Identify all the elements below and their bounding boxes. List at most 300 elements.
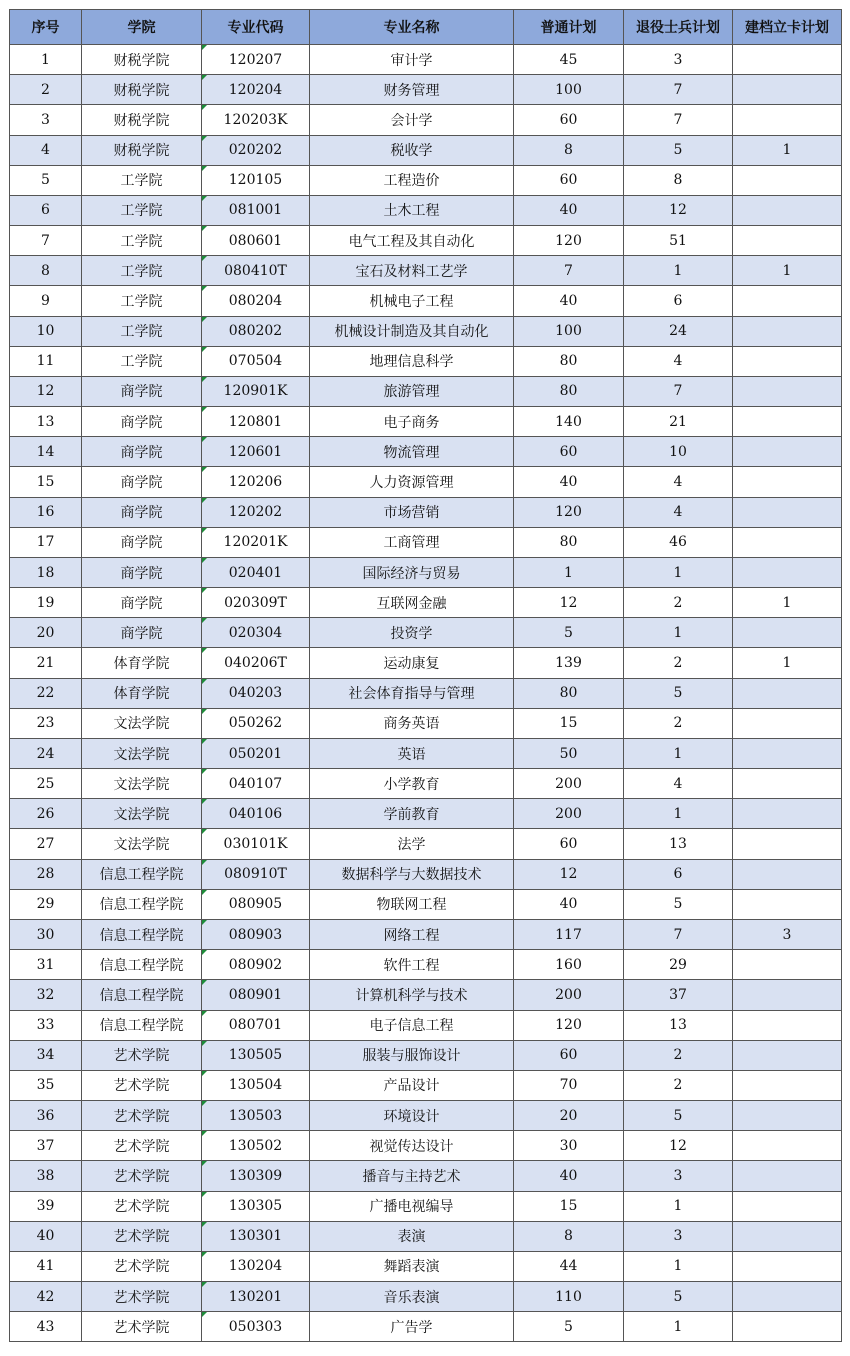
cell-regular-plan: 20	[514, 1101, 624, 1131]
cell-regular-plan: 5	[514, 1312, 624, 1342]
cell-regular-plan: 70	[514, 1070, 624, 1100]
cell-major-name: 广播电视编导	[310, 1191, 514, 1221]
cell-index: 29	[10, 889, 82, 919]
table-row	[10, 75, 842, 105]
table-row	[10, 286, 842, 316]
table-row	[10, 950, 842, 980]
cell-poverty-plan	[733, 889, 842, 919]
cell-regular-plan: 140	[514, 407, 624, 437]
cell-veteran-plan: 10	[624, 437, 733, 467]
cell-major-code: 120601	[202, 437, 310, 467]
table-row	[10, 1131, 842, 1161]
cell-poverty-plan	[733, 437, 842, 467]
cell-poverty-plan	[733, 497, 842, 527]
cell-major-name: 物流管理	[310, 437, 514, 467]
cell-poverty-plan	[733, 799, 842, 829]
cell-veteran-plan: 7	[624, 376, 733, 406]
cell-index: 6	[10, 195, 82, 225]
table-row	[10, 1282, 842, 1312]
cell-index: 23	[10, 708, 82, 738]
cell-veteran-plan: 4	[624, 769, 733, 799]
page	[9, 9, 842, 1342]
cell-major-code: 020309T	[202, 588, 310, 618]
cell-regular-plan: 12	[514, 588, 624, 618]
cell-major-name: 机械设计制造及其自动化	[310, 316, 514, 346]
cell-index: 30	[10, 919, 82, 949]
cell-poverty-plan	[733, 467, 842, 497]
cell-regular-plan: 15	[514, 1191, 624, 1221]
cell-regular-plan: 40	[514, 1161, 624, 1191]
cell-index: 39	[10, 1191, 82, 1221]
table-row	[10, 1040, 842, 1070]
cell-index: 3	[10, 105, 82, 135]
cell-college: 艺术学院	[82, 1070, 202, 1100]
cell-major-code: 081001	[202, 195, 310, 225]
cell-regular-plan: 120	[514, 226, 624, 256]
table-row	[10, 980, 842, 1010]
cell-major-name: 音乐表演	[310, 1282, 514, 1312]
cell-regular-plan: 120	[514, 1010, 624, 1040]
cell-major-code: 120206	[202, 467, 310, 497]
cell-index: 4	[10, 135, 82, 165]
cell-veteran-plan: 6	[624, 286, 733, 316]
header-index: 序号	[10, 10, 82, 45]
cell-regular-plan: 60	[514, 829, 624, 859]
cell-poverty-plan	[733, 859, 842, 889]
cell-major-name: 旅游管理	[310, 376, 514, 406]
cell-major-name: 工商管理	[310, 527, 514, 557]
cell-index: 27	[10, 829, 82, 859]
cell-index: 12	[10, 376, 82, 406]
cell-major-code: 050201	[202, 738, 310, 768]
cell-poverty-plan	[733, 105, 842, 135]
cell-major-code: 080202	[202, 316, 310, 346]
cell-poverty-plan	[733, 1040, 842, 1070]
cell-college: 工学院	[82, 165, 202, 195]
cell-poverty-plan	[733, 829, 842, 859]
cell-regular-plan: 100	[514, 75, 624, 105]
cell-regular-plan: 60	[514, 105, 624, 135]
header-college: 学院	[82, 10, 202, 45]
cell-major-name: 电子商务	[310, 407, 514, 437]
cell-major-name: 舞蹈表演	[310, 1251, 514, 1281]
cell-major-code: 080410T	[202, 256, 310, 286]
cell-college: 艺术学院	[82, 1040, 202, 1070]
cell-college: 文法学院	[82, 708, 202, 738]
cell-college: 商学院	[82, 376, 202, 406]
cell-poverty-plan	[733, 346, 842, 376]
cell-poverty-plan	[733, 1221, 842, 1251]
cell-major-code: 080901	[202, 980, 310, 1010]
table-row	[10, 1161, 842, 1191]
cell-major-name: 视觉传达设计	[310, 1131, 514, 1161]
cell-veteran-plan: 7	[624, 105, 733, 135]
cell-major-code: 120201K	[202, 527, 310, 557]
cell-college: 工学院	[82, 316, 202, 346]
table-row	[10, 256, 842, 286]
table-row	[10, 648, 842, 678]
cell-major-code: 130502	[202, 1131, 310, 1161]
cell-college: 商学院	[82, 437, 202, 467]
cell-veteran-plan: 2	[624, 648, 733, 678]
cell-regular-plan: 80	[514, 678, 624, 708]
cell-veteran-plan: 1	[624, 738, 733, 768]
cell-veteran-plan: 5	[624, 1101, 733, 1131]
cell-regular-plan: 50	[514, 738, 624, 768]
cell-major-name: 软件工程	[310, 950, 514, 980]
cell-major-name: 数据科学与大数据技术	[310, 859, 514, 889]
cell-poverty-plan	[733, 195, 842, 225]
cell-poverty-plan	[733, 1070, 842, 1100]
cell-major-name: 产品设计	[310, 1070, 514, 1100]
cell-major-name: 网络工程	[310, 919, 514, 949]
cell-veteran-plan: 4	[624, 497, 733, 527]
cell-poverty-plan	[733, 950, 842, 980]
cell-college: 信息工程学院	[82, 980, 202, 1010]
cell-veteran-plan: 5	[624, 678, 733, 708]
table-row	[10, 226, 842, 256]
cell-major-name: 财务管理	[310, 75, 514, 105]
cell-index: 14	[10, 437, 82, 467]
cell-major-name: 英语	[310, 738, 514, 768]
cell-major-name: 法学	[310, 829, 514, 859]
cell-major-name: 互联网金融	[310, 588, 514, 618]
cell-major-name: 审计学	[310, 45, 514, 75]
cell-regular-plan: 80	[514, 346, 624, 376]
cell-college: 文法学院	[82, 738, 202, 768]
cell-major-name: 市场营销	[310, 497, 514, 527]
cell-college: 商学院	[82, 527, 202, 557]
cell-college: 信息工程学院	[82, 889, 202, 919]
cell-poverty-plan	[733, 1131, 842, 1161]
cell-major-code: 080903	[202, 919, 310, 949]
cell-major-code: 080701	[202, 1010, 310, 1040]
cell-major-name: 土木工程	[310, 195, 514, 225]
cell-major-code: 040206T	[202, 648, 310, 678]
header-major-code: 专业代码	[202, 10, 310, 45]
cell-college: 工学院	[82, 195, 202, 225]
table-row	[10, 105, 842, 135]
cell-college: 体育学院	[82, 648, 202, 678]
cell-index: 2	[10, 75, 82, 105]
cell-college: 信息工程学院	[82, 950, 202, 980]
cell-college: 商学院	[82, 407, 202, 437]
cell-regular-plan: 200	[514, 799, 624, 829]
cell-major-name: 人力资源管理	[310, 467, 514, 497]
cell-college: 商学院	[82, 588, 202, 618]
cell-major-code: 120207	[202, 45, 310, 75]
cell-poverty-plan	[733, 708, 842, 738]
cell-veteran-plan: 1	[624, 1251, 733, 1281]
cell-poverty-plan	[733, 226, 842, 256]
cell-college: 工学院	[82, 256, 202, 286]
cell-college: 信息工程学院	[82, 1010, 202, 1040]
table-row	[10, 557, 842, 587]
cell-veteran-plan: 51	[624, 226, 733, 256]
cell-veteran-plan: 1	[624, 557, 733, 587]
cell-regular-plan: 80	[514, 376, 624, 406]
table-row	[10, 738, 842, 768]
cell-regular-plan: 1	[514, 557, 624, 587]
cell-college: 艺术学院	[82, 1101, 202, 1131]
table-row	[10, 376, 842, 406]
cell-college: 工学院	[82, 226, 202, 256]
table-row	[10, 527, 842, 557]
cell-major-code: 130503	[202, 1101, 310, 1131]
cell-poverty-plan	[733, 1251, 842, 1281]
table-row	[10, 678, 842, 708]
table-row	[10, 497, 842, 527]
cell-regular-plan: 40	[514, 467, 624, 497]
cell-poverty-plan	[733, 376, 842, 406]
cell-regular-plan: 160	[514, 950, 624, 980]
cell-major-name: 社会体育指导与管理	[310, 678, 514, 708]
header-major-name: 专业名称	[310, 10, 514, 45]
cell-regular-plan: 60	[514, 1040, 624, 1070]
header-row	[10, 10, 842, 45]
cell-major-code: 020202	[202, 135, 310, 165]
cell-veteran-plan: 13	[624, 1010, 733, 1040]
table-row	[10, 1010, 842, 1040]
cell-index: 8	[10, 256, 82, 286]
table-row	[10, 316, 842, 346]
cell-regular-plan: 40	[514, 286, 624, 316]
cell-poverty-plan	[733, 1191, 842, 1221]
table-row	[10, 437, 842, 467]
cell-veteran-plan: 8	[624, 165, 733, 195]
cell-regular-plan: 30	[514, 1131, 624, 1161]
cell-veteran-plan: 3	[624, 1221, 733, 1251]
cell-major-code: 050262	[202, 708, 310, 738]
cell-poverty-plan	[733, 1312, 842, 1342]
cell-regular-plan: 8	[514, 1221, 624, 1251]
table-row	[10, 829, 842, 859]
cell-veteran-plan: 5	[624, 889, 733, 919]
cell-index: 43	[10, 1312, 82, 1342]
cell-poverty-plan	[733, 75, 842, 105]
cell-veteran-plan: 12	[624, 1131, 733, 1161]
cell-regular-plan: 139	[514, 648, 624, 678]
cell-veteran-plan: 6	[624, 859, 733, 889]
cell-index: 32	[10, 980, 82, 1010]
cell-regular-plan: 15	[514, 708, 624, 738]
cell-major-code: 040107	[202, 769, 310, 799]
cell-index: 16	[10, 497, 82, 527]
cell-veteran-plan: 7	[624, 919, 733, 949]
cell-poverty-plan	[733, 1161, 842, 1191]
cell-veteran-plan: 1	[624, 256, 733, 286]
table-row	[10, 708, 842, 738]
cell-college: 财税学院	[82, 45, 202, 75]
cell-major-code: 120105	[202, 165, 310, 195]
cell-regular-plan: 100	[514, 316, 624, 346]
cell-major-code: 020401	[202, 557, 310, 587]
cell-poverty-plan	[733, 165, 842, 195]
cell-index: 26	[10, 799, 82, 829]
cell-major-name: 播音与主持艺术	[310, 1161, 514, 1191]
cell-veteran-plan: 4	[624, 467, 733, 497]
cell-poverty-plan	[733, 407, 842, 437]
cell-major-name: 物联网工程	[310, 889, 514, 919]
cell-major-code: 120203K	[202, 105, 310, 135]
cell-regular-plan: 200	[514, 769, 624, 799]
cell-major-code: 130309	[202, 1161, 310, 1191]
cell-index: 21	[10, 648, 82, 678]
cell-index: 34	[10, 1040, 82, 1070]
cell-index: 10	[10, 316, 82, 346]
cell-poverty-plan: 1	[733, 135, 842, 165]
cell-college: 财税学院	[82, 75, 202, 105]
table-row	[10, 467, 842, 497]
table-row	[10, 195, 842, 225]
cell-major-code: 040106	[202, 799, 310, 829]
cell-index: 9	[10, 286, 82, 316]
cell-index: 42	[10, 1282, 82, 1312]
cell-index: 11	[10, 346, 82, 376]
cell-major-code: 130201	[202, 1282, 310, 1312]
cell-index: 25	[10, 769, 82, 799]
cell-poverty-plan	[733, 738, 842, 768]
table-row	[10, 1312, 842, 1342]
table-body	[10, 45, 842, 1342]
cell-poverty-plan	[733, 45, 842, 75]
cell-veteran-plan: 46	[624, 527, 733, 557]
cell-regular-plan: 45	[514, 45, 624, 75]
cell-veteran-plan: 1	[624, 1312, 733, 1342]
cell-major-name: 运动康复	[310, 648, 514, 678]
cell-regular-plan: 200	[514, 980, 624, 1010]
cell-regular-plan: 110	[514, 1282, 624, 1312]
cell-regular-plan: 12	[514, 859, 624, 889]
cell-veteran-plan: 2	[624, 1040, 733, 1070]
cell-veteran-plan: 2	[624, 588, 733, 618]
cell-poverty-plan	[733, 980, 842, 1010]
cell-college: 商学院	[82, 467, 202, 497]
cell-college: 工学院	[82, 346, 202, 376]
table-row	[10, 1070, 842, 1100]
cell-major-name: 广告学	[310, 1312, 514, 1342]
cell-major-code: 030101K	[202, 829, 310, 859]
cell-college: 艺术学院	[82, 1161, 202, 1191]
cell-veteran-plan: 21	[624, 407, 733, 437]
table-row	[10, 407, 842, 437]
cell-college: 艺术学院	[82, 1221, 202, 1251]
cell-major-name: 会计学	[310, 105, 514, 135]
cell-major-name: 电气工程及其自动化	[310, 226, 514, 256]
cell-poverty-plan	[733, 1101, 842, 1131]
cell-poverty-plan: 1	[733, 648, 842, 678]
cell-major-code: 050303	[202, 1312, 310, 1342]
cell-college: 文法学院	[82, 769, 202, 799]
cell-poverty-plan	[733, 769, 842, 799]
cell-veteran-plan: 29	[624, 950, 733, 980]
cell-index: 1	[10, 45, 82, 75]
cell-index: 13	[10, 407, 82, 437]
cell-major-name: 商务英语	[310, 708, 514, 738]
cell-veteran-plan: 2	[624, 1070, 733, 1100]
cell-veteran-plan: 2	[624, 708, 733, 738]
cell-college: 艺术学院	[82, 1312, 202, 1342]
cell-index: 28	[10, 859, 82, 889]
cell-major-code: 120901K	[202, 376, 310, 406]
cell-poverty-plan	[733, 316, 842, 346]
cell-major-code: 130301	[202, 1221, 310, 1251]
cell-major-code: 080905	[202, 889, 310, 919]
cell-veteran-plan: 3	[624, 45, 733, 75]
cell-major-code: 040203	[202, 678, 310, 708]
cell-poverty-plan	[733, 557, 842, 587]
cell-college: 艺术学院	[82, 1191, 202, 1221]
cell-index: 24	[10, 738, 82, 768]
cell-regular-plan: 120	[514, 497, 624, 527]
cell-major-name: 学前教育	[310, 799, 514, 829]
cell-poverty-plan: 1	[733, 256, 842, 286]
cell-poverty-plan: 3	[733, 919, 842, 949]
table-row	[10, 859, 842, 889]
cell-regular-plan: 44	[514, 1251, 624, 1281]
cell-college: 信息工程学院	[82, 859, 202, 889]
cell-regular-plan: 5	[514, 618, 624, 648]
cell-veteran-plan: 37	[624, 980, 733, 1010]
cell-major-name: 机械电子工程	[310, 286, 514, 316]
cell-veteran-plan: 1	[624, 799, 733, 829]
cell-major-code: 080601	[202, 226, 310, 256]
cell-major-code: 070504	[202, 346, 310, 376]
cell-index: 20	[10, 618, 82, 648]
cell-index: 35	[10, 1070, 82, 1100]
cell-poverty-plan	[733, 678, 842, 708]
table-row	[10, 45, 842, 75]
table-row	[10, 919, 842, 949]
cell-college: 文法学院	[82, 829, 202, 859]
cell-college: 体育学院	[82, 678, 202, 708]
cell-regular-plan: 60	[514, 437, 624, 467]
header-regular-plan: 普通计划	[514, 10, 624, 45]
cell-regular-plan: 40	[514, 195, 624, 225]
cell-index: 33	[10, 1010, 82, 1040]
cell-major-code: 120204	[202, 75, 310, 105]
cell-major-code: 080902	[202, 950, 310, 980]
cell-major-code: 130505	[202, 1040, 310, 1070]
cell-index: 15	[10, 467, 82, 497]
cell-major-name: 环境设计	[310, 1101, 514, 1131]
cell-major-code: 020304	[202, 618, 310, 648]
cell-poverty-plan: 1	[733, 588, 842, 618]
table-row	[10, 588, 842, 618]
cell-poverty-plan	[733, 527, 842, 557]
cell-college: 信息工程学院	[82, 919, 202, 949]
cell-veteran-plan: 7	[624, 75, 733, 105]
table-row	[10, 799, 842, 829]
cell-veteran-plan: 4	[624, 346, 733, 376]
cell-poverty-plan	[733, 1010, 842, 1040]
cell-index: 7	[10, 226, 82, 256]
cell-college: 商学院	[82, 618, 202, 648]
cell-regular-plan: 7	[514, 256, 624, 286]
cell-major-name: 服装与服饰设计	[310, 1040, 514, 1070]
cell-index: 5	[10, 165, 82, 195]
table-row	[10, 618, 842, 648]
header-poverty-plan: 建档立卡计划	[733, 10, 842, 45]
cell-regular-plan: 40	[514, 889, 624, 919]
cell-regular-plan: 80	[514, 527, 624, 557]
cell-major-code: 120801	[202, 407, 310, 437]
cell-veteran-plan: 3	[624, 1161, 733, 1191]
cell-veteran-plan: 5	[624, 135, 733, 165]
cell-college: 艺术学院	[82, 1131, 202, 1161]
cell-major-name: 投资学	[310, 618, 514, 648]
cell-poverty-plan	[733, 286, 842, 316]
